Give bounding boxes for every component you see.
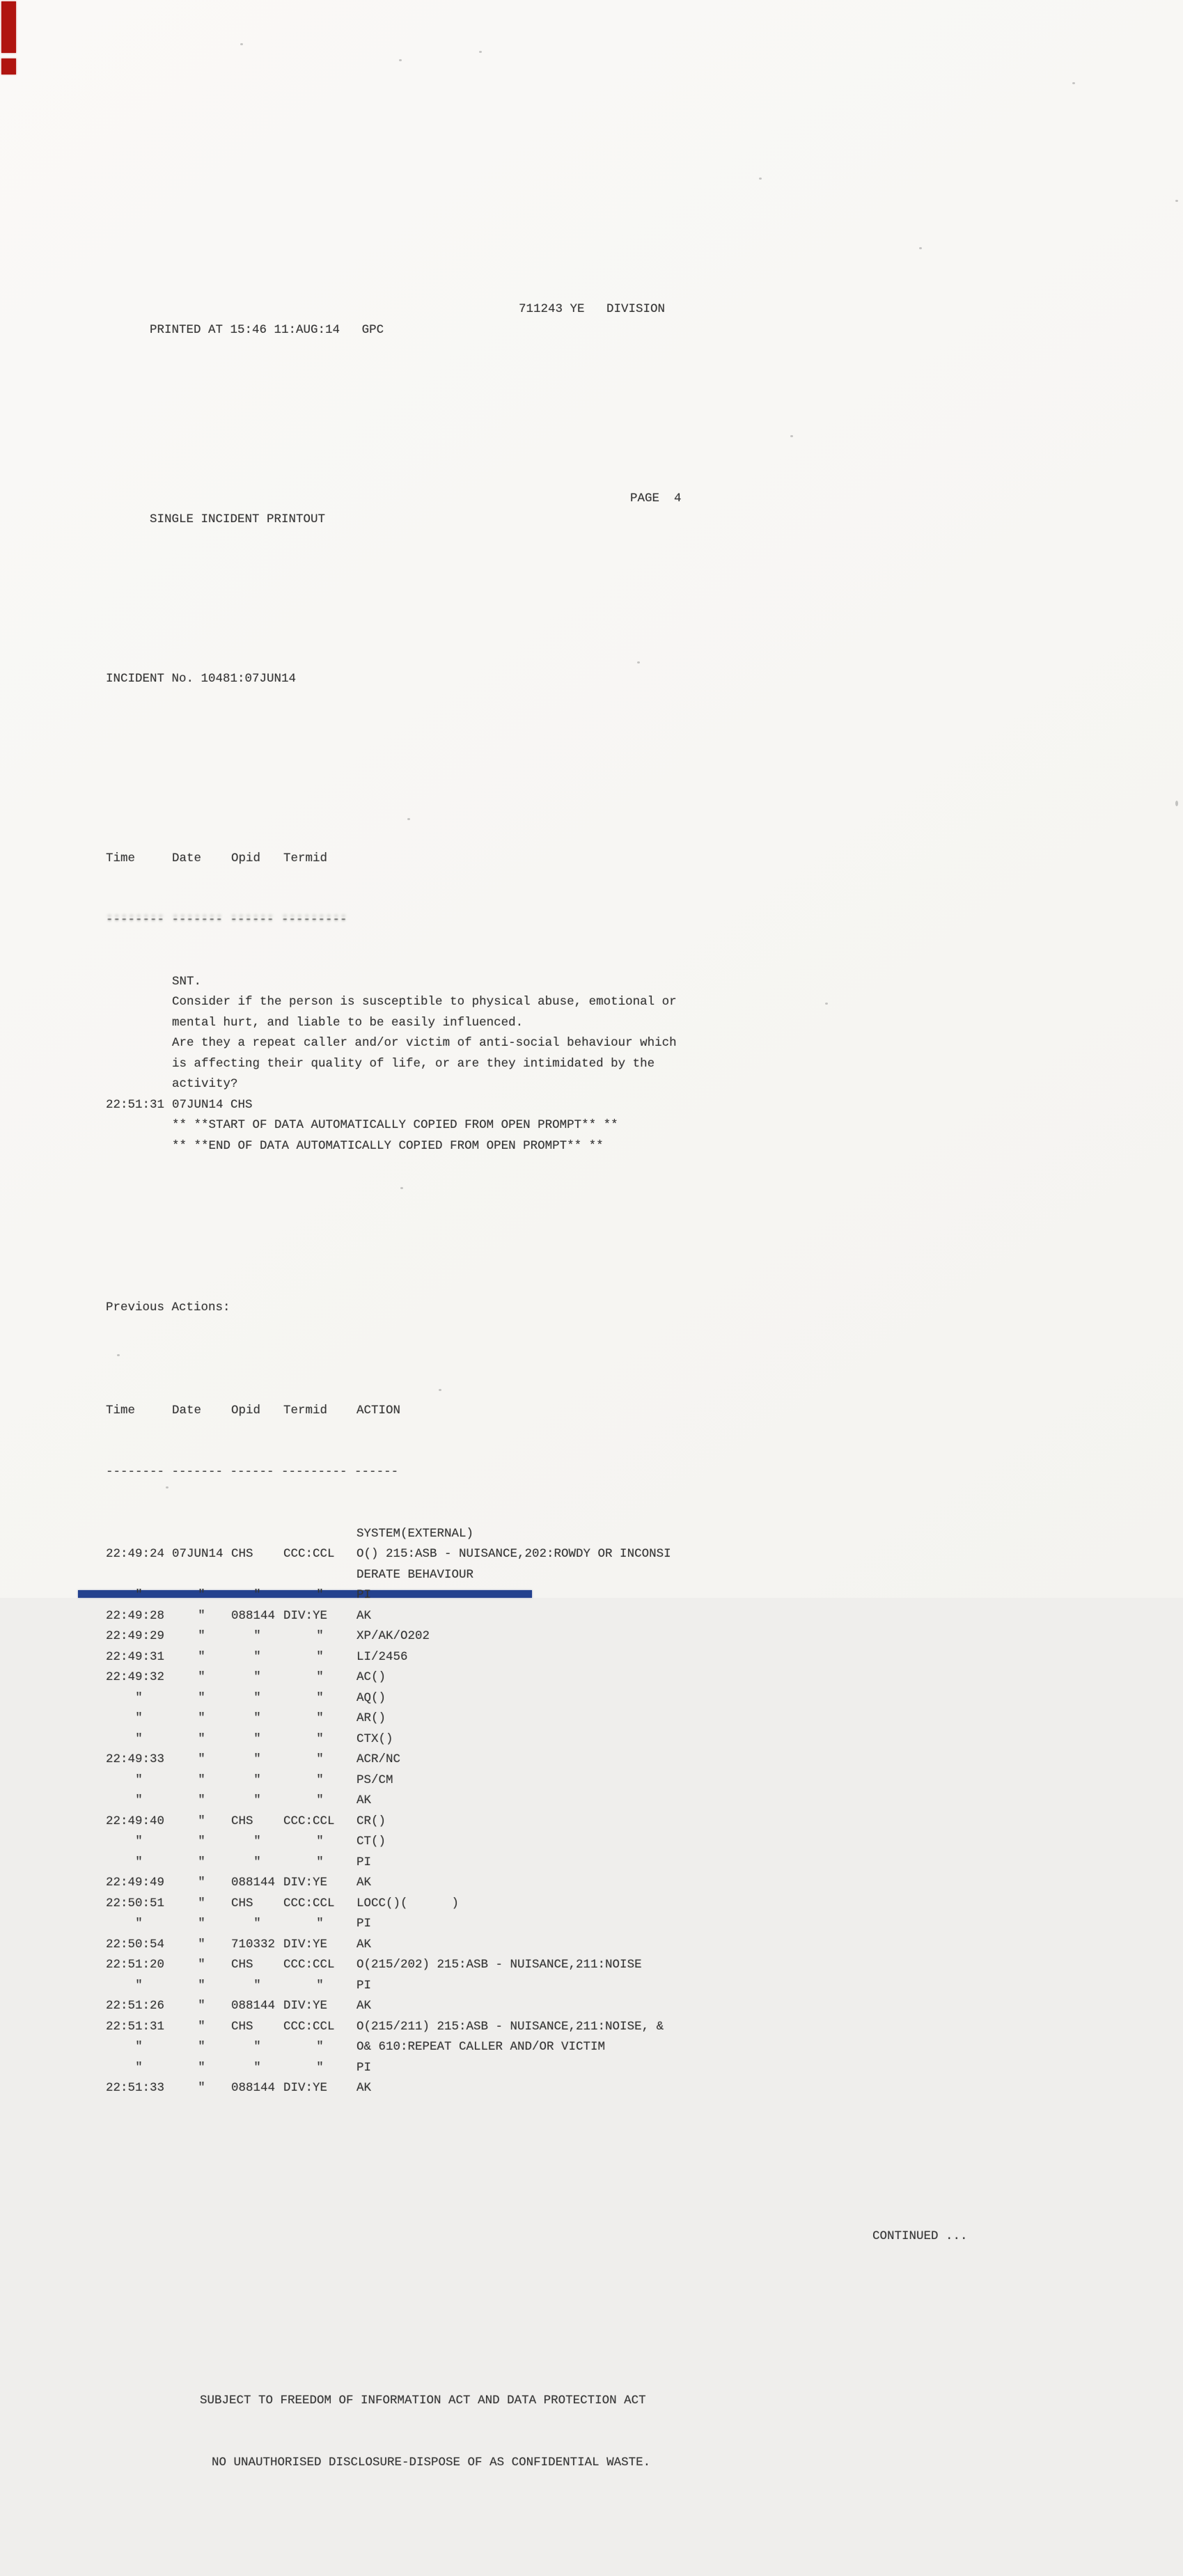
time-cell: 22:49:33 — [106, 1752, 165, 1766]
time-cell: 22:51:20 — [106, 1958, 165, 1972]
termid-cell: " — [316, 1978, 324, 1993]
table-row — [106, 1791, 1108, 1812]
date-cell: " — [198, 1876, 205, 1890]
opid-cell: " — [253, 1690, 261, 1705]
termid-cell: DIV:YE — [283, 1608, 328, 1623]
opid-cell: " — [253, 1835, 261, 1848]
scan-speck — [759, 178, 762, 180]
opid-cell: " — [253, 1629, 261, 1643]
table-row — [106, 1955, 1108, 1976]
time-cell: " — [135, 1855, 143, 1869]
time-cell: " — [135, 2040, 143, 2054]
table-row — [106, 1667, 1108, 1688]
termid-cell: " — [316, 1670, 324, 1684]
time-cell: 22:51:31 — [106, 1097, 165, 1112]
action-cell: LOCC()( ) — [357, 1896, 460, 1910]
continued-label: CONTINUED ... — [872, 2229, 968, 2243]
column-header-time: Time — [106, 1403, 136, 1417]
opid-cell: CHS — [231, 1814, 253, 1828]
table-row — [106, 1894, 1108, 1915]
opid-cell: CHS — [231, 1547, 253, 1561]
time-cell — [106, 972, 172, 993]
date-cell: " — [198, 1937, 205, 1951]
time-cell: " — [135, 1978, 143, 1993]
table-row — [106, 1729, 1108, 1750]
opid-cell: CHS — [231, 1958, 253, 1972]
scan-speck — [240, 43, 243, 45]
termid-cell: " — [316, 1835, 324, 1848]
scan-artifact-red-mark — [1, 58, 16, 74]
termid-cell: CCC:CCL — [283, 1814, 335, 1828]
header-underline: -------- ------- ------ --------- ------ — [106, 1465, 399, 1479]
time-cell — [106, 1054, 172, 1075]
date-cell: " — [198, 2019, 205, 2034]
actions-table-header — [106, 1401, 1108, 1422]
time-cell: " — [135, 1917, 143, 1931]
date-cell: " — [198, 1958, 205, 1972]
column-header-termid: Termid — [283, 1403, 328, 1417]
date-cell: " — [198, 1752, 205, 1766]
termid-cell: " — [316, 1917, 324, 1931]
table-row — [106, 1565, 1108, 1586]
log-text-cell: is affecting their quality of life, or are they intimidated by the — [172, 1056, 655, 1071]
opid-cell: " — [253, 1978, 261, 1993]
action-cell: AK — [357, 1999, 372, 2013]
action-cell: PI — [357, 1978, 372, 1993]
opid-cell: " — [253, 1588, 261, 1602]
table-row — [106, 1606, 1108, 1627]
action-cell: DERATE BEHAVIOUR — [357, 1567, 474, 1582]
opid-cell: CHS — [231, 2019, 253, 2034]
termid-cell: " — [316, 2060, 324, 2075]
actions-table-rows — [106, 1524, 1108, 2099]
action-cell: AK — [357, 1793, 372, 1807]
action-cell: ACR/NC — [357, 1752, 401, 1766]
termid-cell: " — [316, 1855, 324, 1869]
action-cell: AK — [357, 1608, 372, 1623]
action-cell: PI — [357, 1588, 372, 1602]
opid-cell: 710332 — [231, 1937, 276, 1951]
termid-cell: " — [316, 1649, 324, 1664]
opid-cell — [231, 1565, 283, 1586]
time-cell: 22:49:28 — [106, 1608, 165, 1623]
opid-cell — [231, 1524, 283, 1545]
opid-cell: 088144 — [231, 1999, 276, 2013]
time-cell: 22:49:49 — [106, 1876, 165, 1890]
action-cell: AQ() — [357, 1690, 386, 1705]
opid-cell: 088144 — [231, 1876, 276, 1890]
opid-cell: " — [253, 1917, 261, 1931]
log-text-cell: Are they a repeat caller and/or victim of anti-social behaviour which — [172, 1036, 677, 1050]
opid-cell: CHS — [231, 1896, 253, 1910]
action-cell: PS/CM — [357, 1773, 393, 1787]
time-cell: 22:50:54 — [106, 1937, 165, 1951]
table-row — [106, 1996, 1108, 2017]
report-title: SINGLE INCIDENT PRINTOUT — [150, 512, 326, 526]
table-row — [106, 1853, 1108, 1874]
date-cell: " — [198, 2060, 205, 2075]
termid-cell: CCC:CCL — [283, 2019, 335, 2034]
date-cell: " — [198, 1608, 205, 1623]
printed-at-label: PRINTED AT 15:46 11:AUG:14 GPC — [150, 322, 384, 337]
action-cell: SYSTEM(EXTERNAL) — [357, 1526, 474, 1541]
time-cell: " — [135, 1690, 143, 1705]
time-cell: 22:51:26 — [106, 1999, 165, 2013]
action-cell: CTX() — [357, 1731, 393, 1746]
scan-artifact-red-mark — [1, 1, 16, 53]
table-row — [106, 1136, 1108, 1157]
log-text-cell: 07JUN14 CHS — [172, 1097, 253, 1112]
termid-cell — [283, 1524, 357, 1545]
time-cell: " — [135, 1773, 143, 1787]
log-table-header — [106, 849, 1108, 870]
date-cell: " — [198, 1649, 205, 1664]
date-cell: " — [198, 1670, 205, 1684]
termid-cell: " — [316, 1731, 324, 1746]
termid-cell: DIV:YE — [283, 1999, 328, 2013]
table-row — [106, 1976, 1108, 1997]
action-cell: AR() — [357, 1711, 386, 1725]
table-row — [106, 1935, 1108, 1956]
scan-speck — [1175, 801, 1178, 806]
column-header-opid: Opid — [231, 1403, 261, 1417]
opid-cell: " — [253, 1793, 261, 1807]
time-cell: 22:49:40 — [106, 1814, 165, 1828]
date-cell: " — [198, 1773, 205, 1787]
table-row — [106, 1074, 1108, 1095]
termid-cell: " — [316, 1793, 324, 1807]
table-row — [106, 2078, 1108, 2099]
table-row — [106, 1914, 1108, 1935]
termid-cell: DIV:YE — [283, 1937, 328, 1951]
time-cell — [106, 1013, 172, 1034]
table-row — [106, 972, 1108, 993]
opid-cell: " — [253, 1731, 261, 1746]
time-cell: " — [135, 1711, 143, 1725]
log-table-rows — [106, 972, 1108, 1157]
termid-cell: " — [316, 2040, 324, 2054]
opid-cell: " — [253, 1670, 261, 1684]
table-row — [106, 992, 1108, 1013]
termid-cell: " — [316, 1752, 324, 1766]
table-row — [106, 1544, 1108, 1565]
date-cell — [172, 1524, 231, 1545]
date-cell: " — [198, 1629, 205, 1643]
footer-line-1: SUBJECT TO FREEDOM OF INFORMATION ACT AND DATA PROTECTION ACT — [200, 2394, 646, 2408]
table-row — [106, 2037, 1108, 2058]
table-row — [106, 1832, 1108, 1853]
time-cell — [106, 1565, 172, 1586]
action-cell: PI — [357, 1917, 372, 1931]
column-header-date: Date — [172, 1403, 202, 1417]
table-row — [106, 1812, 1108, 1832]
date-cell: " — [198, 1835, 205, 1848]
time-cell: 22:49:24 — [106, 1547, 165, 1561]
table-row — [106, 1647, 1108, 1668]
opid-cell: " — [253, 1773, 261, 1787]
opid-cell: " — [253, 2040, 261, 2054]
termid-cell: CCC:CCL — [283, 1896, 335, 1910]
time-cell: 22:49:31 — [106, 1649, 165, 1664]
time-cell — [106, 1524, 172, 1545]
time-cell — [106, 1033, 172, 1054]
scan-speck — [1175, 200, 1178, 202]
table-row — [106, 1750, 1108, 1770]
termid-cell: " — [316, 1588, 324, 1602]
date-cell: " — [198, 1731, 205, 1746]
opid-cell: " — [253, 1752, 261, 1766]
termid-cell: CCC:CCL — [283, 1547, 335, 1561]
table-row — [106, 1688, 1108, 1709]
action-cell: AK — [357, 1937, 372, 1951]
time-cell — [106, 1074, 172, 1095]
column-header-action: ACTION — [357, 1403, 401, 1417]
opid-cell: " — [253, 1855, 261, 1869]
time-cell: " — [135, 1793, 143, 1807]
header-underline: -------- ------- ------ --------- — [106, 913, 347, 927]
opid-cell: 088144 — [231, 2081, 276, 2095]
incident-log-table — [106, 808, 1108, 1198]
time-cell: 22:50:51 — [106, 1896, 165, 1910]
table-row — [106, 1054, 1108, 1075]
incident-number: INCIDENT No. 10481:07JUN14 — [106, 672, 297, 686]
opid-cell: " — [253, 2060, 261, 2075]
date-cell: " — [198, 1999, 205, 2013]
page-number: PAGE 4 — [630, 492, 682, 505]
date-cell: " — [198, 1855, 205, 1869]
time-cell — [106, 992, 172, 1013]
division-reference: 711243 YE DIVISION — [519, 302, 666, 316]
table-row — [106, 1013, 1108, 1034]
time-cell — [106, 1136, 172, 1157]
action-cell: XP/AK/O202 — [357, 1629, 430, 1643]
date-cell: " — [198, 1588, 205, 1602]
log-text-cell: ** **START OF DATA AUTOMATICALLY COPIED FROM OPEN PROMPT** ** — [172, 1118, 618, 1132]
time-cell: " — [135, 2060, 143, 2075]
previous-actions-heading: Previous Actions: — [106, 1301, 230, 1314]
termid-cell: " — [316, 1629, 324, 1643]
action-cell: AK — [357, 1876, 372, 1890]
table-row — [106, 1095, 1108, 1116]
table-row — [106, 1524, 1108, 1545]
action-cell: PI — [357, 2060, 372, 2075]
footer-line-2: NO UNAUTHORISED DISCLOSURE-DISPOSE OF AS CONFIDENTIAL WASTE. — [212, 2455, 651, 2469]
log-text-cell: activity? — [172, 1077, 238, 1091]
date-cell: " — [198, 2081, 205, 2095]
action-cell: AC() — [357, 1670, 386, 1684]
termid-cell — [283, 1565, 357, 1586]
action-cell: CR() — [357, 1814, 386, 1828]
column-header-termid: Termid — [283, 851, 328, 865]
date-cell — [172, 1565, 231, 1586]
opid-cell: 088144 — [231, 1608, 276, 1623]
termid-cell: " — [316, 1711, 324, 1725]
date-cell: " — [198, 2040, 205, 2054]
action-cell: O& 610:REPEAT CALLER AND/OR VICTIM — [357, 2040, 606, 2054]
date-cell: " — [198, 1690, 205, 1705]
time-cell: " — [135, 1588, 143, 1602]
date-cell: " — [198, 1793, 205, 1807]
time-cell: 22:49:32 — [106, 1670, 165, 1684]
scan-speck — [1072, 82, 1075, 84]
confidentiality-footer — [106, 2350, 1108, 2514]
document-content — [106, 217, 1108, 2576]
date-cell: 07JUN14 — [172, 1547, 224, 1561]
previous-actions-table — [106, 1360, 1108, 2140]
table-row — [106, 1626, 1108, 1647]
table-row — [106, 2017, 1108, 2038]
opid-cell: " — [253, 1649, 261, 1664]
table-row — [106, 1033, 1108, 1054]
log-text-cell: mental hurt, and liable to be easily influenced. — [172, 1015, 524, 1030]
column-header-date: Date — [172, 851, 202, 865]
termid-cell: CCC:CCL — [283, 1958, 335, 1972]
table-row — [106, 1709, 1108, 1729]
table-row — [106, 1585, 1108, 1606]
action-cell: O() 215:ASB - NUISANCE,202:ROWDY OR INCONSI — [357, 1547, 671, 1561]
action-cell: AK — [357, 2081, 372, 2095]
log-text-cell: SNT. — [172, 974, 202, 989]
scan-speck — [399, 59, 402, 61]
log-text-cell: ** **END OF DATA AUTOMATICALLY COPIED FROM OPEN PROMPT** ** — [172, 1138, 604, 1153]
time-cell: " — [135, 1835, 143, 1848]
termid-cell: " — [316, 1773, 324, 1787]
action-cell: LI/2456 — [357, 1649, 408, 1664]
time-cell: " — [135, 1731, 143, 1746]
action-cell: PI — [357, 1855, 372, 1869]
date-cell: " — [198, 1896, 205, 1910]
time-cell: 22:49:29 — [106, 1629, 165, 1643]
action-cell: CT() — [357, 1835, 386, 1848]
date-cell: " — [198, 1917, 205, 1931]
table-row — [106, 2058, 1108, 2079]
time-cell — [106, 1115, 172, 1136]
table-row — [106, 1115, 1108, 1136]
time-cell: 22:51:31 — [106, 2019, 165, 2034]
header-line-1 — [106, 299, 1108, 382]
date-cell: " — [198, 1978, 205, 1993]
termid-cell: " — [316, 1690, 324, 1705]
column-header-time: Time — [106, 851, 136, 865]
date-cell: " — [198, 1711, 205, 1725]
table-row — [106, 1770, 1108, 1791]
action-cell: O(215/211) 215:ASB - NUISANCE,211:NOISE, & — [357, 2019, 664, 2034]
termid-cell: DIV:YE — [283, 1876, 328, 1890]
header-line-2 — [106, 489, 1108, 571]
table-row — [106, 1873, 1108, 1894]
column-header-opid: Opid — [231, 851, 261, 865]
time-cell: 22:51:33 — [106, 2081, 165, 2095]
termid-cell: DIV:YE — [283, 2081, 328, 2095]
log-text-cell: Consider if the person is susceptible to physical abuse, emotional or — [172, 995, 677, 1009]
date-cell: " — [198, 1814, 205, 1828]
action-cell: O(215/202) 215:ASB - NUISANCE,211:NOISE — [357, 1958, 642, 1972]
scan-speck — [479, 51, 482, 53]
opid-cell: " — [253, 1711, 261, 1725]
